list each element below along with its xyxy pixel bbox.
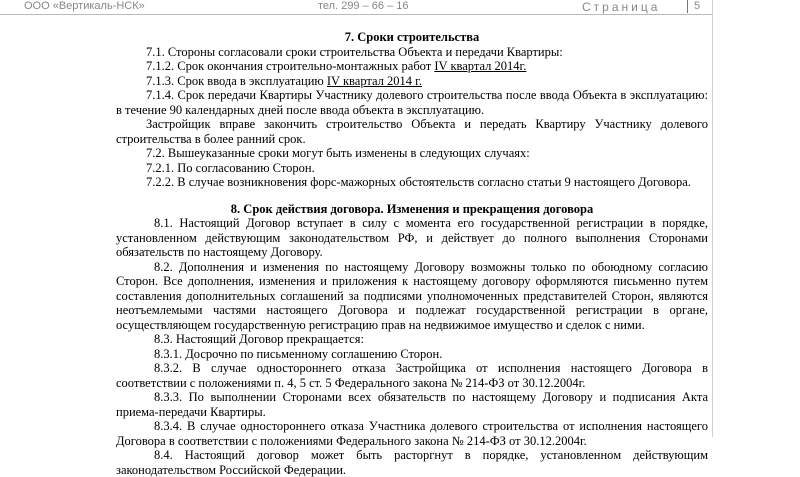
header-phone: тел. 299 – 66 – 16	[318, 0, 409, 12]
header-page-label: Страница	[582, 0, 661, 14]
header-page-number: 5	[694, 0, 701, 12]
right-margin-line	[712, 0, 713, 437]
clause-8-3-1: 8.3.1. Досрочно по письменному соглашению Сторон.	[154, 346, 443, 361]
clause-8-3-3: 8.3.3. По выполнении Сторонами всех обязательств по настоящему Договору и подписания Акта приема-передачи Квартиры.	[116, 390, 708, 419]
page-header	[0, 0, 800, 16]
clause-7-2-2: 7.2.2. В случае возникновения форс-мажорных обстоятельств согласно статьи 9 настоящего Договора.	[146, 175, 691, 189]
header-rule	[0, 14, 712, 15]
clause-7-1-3	[116, 74, 708, 89]
clause-8-1: 8.1. Настоящий Договор вступает в силу с момента его государственной регистрации в порядке, установленном действующим законодательством РФ, и действует до полного выполнения Сторонами обязательств по настоящему Договору.	[116, 216, 708, 259]
section-8-title: 8. Срок действия договора. Изменения и прекращения договора	[230, 201, 594, 216]
clause-7-1-2-text: 7.1.2. Срок окончания строительно-монтажных работ	[146, 59, 435, 73]
clause-7-1-2	[116, 59, 708, 74]
section-spacer	[116, 190, 708, 202]
header-separator	[687, 0, 688, 13]
clause-8-2: 8.2. Дополнения и изменения по настоящему Договору возможны только по обоюдному согласию Сторон. Все дополнения, изменения и приложения к настоящему договору оформляются письменно путем составления дополнительных соглашений за подписями уполномоченных представителей Сторон, являются неотъемлемыми частями настоящего Договора и подлежат государственной регистрации в органе, осуществляющем государственную регистрацию прав на недвижимое имущество и сделок с ними.	[116, 259, 708, 332]
clause-8-3: 8.3. Настоящий Договор прекращается:	[154, 332, 364, 346]
clause-7-2-1: 7.2.1. По согласованию Сторон.	[146, 160, 315, 175]
section-7-title: 7. Сроки строительства	[344, 30, 480, 44]
clause-7-early: Застройщик вправе закончить строительство Объекта и передать Квартиру Участнику долевого строительства в более ранний срок.	[116, 117, 708, 146]
clause-7-2: 7.2. Вышеуказанные сроки могут быть изменены в следующих случаях:	[146, 146, 530, 160]
clause-7-1: 7.1. Стороны согласовали сроки строительства Объекта и передачи Квартиры:	[146, 44, 563, 59]
header-company: ООО «Вертикаль-НСК»	[24, 0, 145, 12]
document-body[interactable]	[116, 26, 708, 477]
clause-7-1-4: 7.1.4. Срок передачи Квартиры Участнику долевого строительства после ввода Объекта в эксплуатацию: в течение 90 календарных дней после ввода объекта в эксплуатацию.	[116, 88, 708, 117]
clause-8-3-4: 8.3.4. В случае одностороннего отказа Участника долевого строительства от исполнения настоящего Договора в соответствии с положениями Федерального закона № 214-ФЗ от 30.12.2004г.	[116, 419, 708, 448]
clause-7-1-3-text: 7.1.3. Срок ввода в эксплуатацию	[146, 73, 327, 88]
clause-8-4: 8.4. Настоящий договор может быть расторгнут в порядке, установленном действующим законодательством Российской Федерации.	[116, 448, 708, 477]
clause-8-3-2: 8.3.2. В случае одностороннего отказа Застройщика от исполнения настоящего Договора в соответствии с положениями п. 4, 5 ст. 5 Федерального закона № 214-ФЗ от 30.12.2004г.	[116, 361, 708, 390]
clause-7-1-2-value: IV квартал 2014г.	[434, 59, 527, 73]
clause-7-1-3-value: IV квартал 2014 г.	[326, 73, 423, 88]
